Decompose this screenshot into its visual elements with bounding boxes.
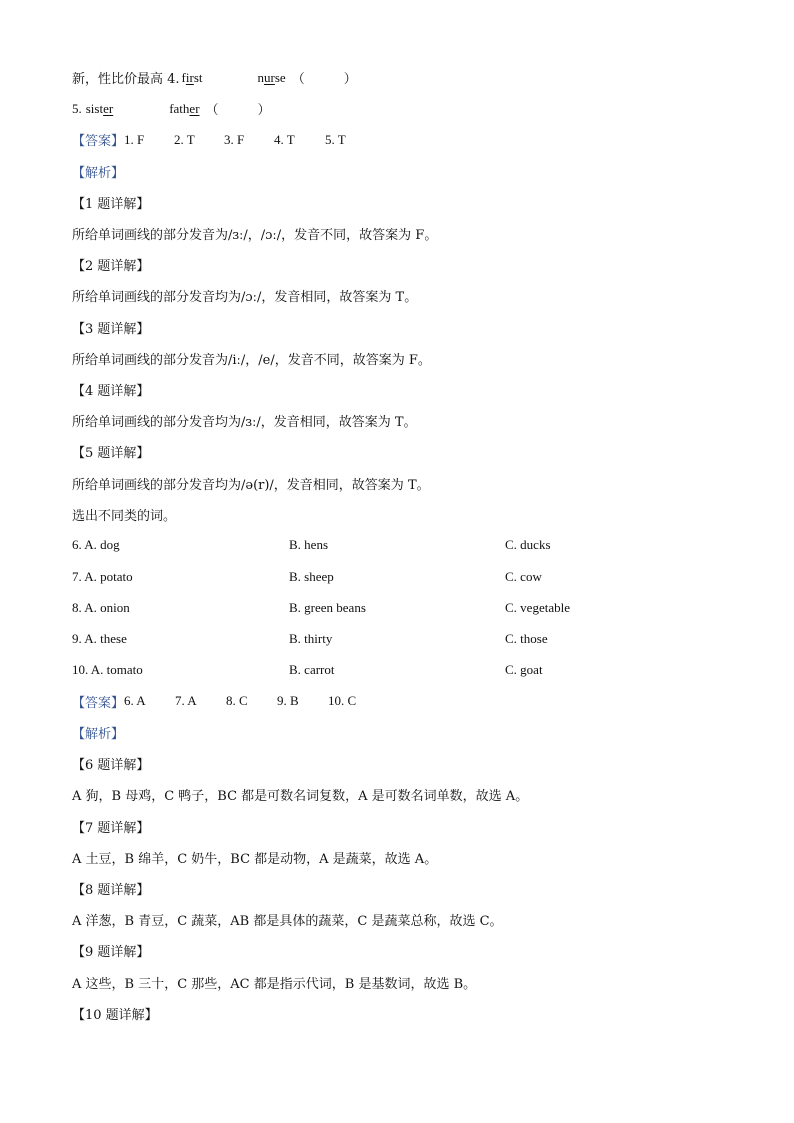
answer-item: 7. A xyxy=(175,693,197,709)
option-a: 8. A. onion xyxy=(72,599,130,615)
answer-label: 【答案】 xyxy=(72,695,125,711)
question-row-8 xyxy=(72,592,722,623)
detail-text: 所给单词画线的部分发音均为/ɜː/，发音相同，故答案为 T。 xyxy=(72,415,417,431)
answer-item: 9. B xyxy=(277,693,299,709)
detail-text: 所给单词画线的部分发音均为/ɔː/，发音相同，故答案为 T。 xyxy=(72,290,418,306)
question-row-6 xyxy=(72,530,722,561)
detail-text: A 狗，B 母鸡，C 鸭子，BC 都是可数名词复数，A 是可数名词单数，故选 A。 xyxy=(72,789,529,805)
document-page xyxy=(72,62,722,1029)
word-sister: sister xyxy=(85,100,114,116)
answer-item: 6. A xyxy=(124,693,146,709)
option-b: B. hens xyxy=(289,537,328,553)
detail-text: A 洋葱，B 青豆，C 蔬菜，AB 都是具体的蔬菜，C 是蔬菜总称，故选 C。 xyxy=(72,914,503,930)
word-nurse: nurse xyxy=(257,69,286,85)
analysis-label: 【解析】 xyxy=(72,727,125,743)
word-father: father xyxy=(169,100,200,116)
question-number-5: 5. xyxy=(72,100,82,116)
answer-blank-5: （ ） xyxy=(205,103,271,119)
option-c: C. cow xyxy=(505,568,542,584)
detail-head: 【8 题详解】 xyxy=(72,882,150,898)
answer-item: 10. C xyxy=(328,693,357,709)
detail-text: A 土豆，B 绵羊，C 奶牛，BC 都是动物，A 是蔬菜，故选 A。 xyxy=(72,851,438,867)
line1-prefix: 新，性比价最高 4. xyxy=(72,72,180,88)
detail-text: A 这些，B 三十，C 那些，AC 都是指示代词，B 是基数词，故选 B。 xyxy=(72,976,477,992)
detail-text: 所给单词画线的部分发音均为/ə(r)/，发音相同，故答案为 T。 xyxy=(72,477,430,493)
question-row-10 xyxy=(72,655,722,686)
option-b: B. green beans xyxy=(289,599,366,615)
detail-text: 所给单词画线的部分发音为/iː/，/e/，发音不同，故答案为 F。 xyxy=(72,352,431,368)
detail-head: 【10 题详解】 xyxy=(72,1007,158,1023)
analysis-label: 【解析】 xyxy=(72,165,125,181)
answer-item: 2. T xyxy=(174,131,195,147)
option-a: 10. A. tomato xyxy=(72,662,143,678)
option-a: 7. A. potato xyxy=(72,568,133,584)
answer-line-6-10 xyxy=(72,686,722,717)
answer-label: 【答案】 xyxy=(72,134,125,150)
answer-item: 1. F xyxy=(124,131,145,147)
answer-item: 8. C xyxy=(226,693,248,709)
detail-head: 【2 题详解】 xyxy=(72,259,150,275)
detail-head: 【6 题详解】 xyxy=(72,758,150,774)
detail-head: 【7 题详解】 xyxy=(72,820,150,836)
option-a: 9. A. these xyxy=(72,630,127,646)
section-instruction: 选出不同类的词。 xyxy=(72,508,177,524)
option-c: C. those xyxy=(505,630,548,646)
option-a: 6. A. dog xyxy=(72,537,120,553)
question-line-5 xyxy=(72,93,722,124)
answer-line-1-5 xyxy=(72,124,722,155)
detail-head: 【3 题详解】 xyxy=(72,321,150,337)
answer-item: 5. T xyxy=(325,131,346,147)
question-row-7 xyxy=(72,561,722,592)
detail-head: 【9 题详解】 xyxy=(72,945,150,961)
option-c: C. ducks xyxy=(505,537,551,553)
word-first: first xyxy=(181,69,203,85)
option-b: B. thirty xyxy=(289,630,333,646)
detail-head: 【5 题详解】 xyxy=(72,446,150,462)
option-b: B. sheep xyxy=(289,568,334,584)
question-line-4 xyxy=(72,62,722,93)
detail-text: 所给单词画线的部分发音为/ɜː/，/ɔː/，发音不同，故答案为 F。 xyxy=(72,228,438,244)
option-b: B. carrot xyxy=(289,662,335,678)
answer-item: 3. F xyxy=(224,131,245,147)
answer-item: 4. T xyxy=(274,131,295,147)
answer-blank-4: （ ） xyxy=(291,72,357,88)
question-row-9 xyxy=(72,623,722,654)
detail-head: 【4 题详解】 xyxy=(72,383,150,399)
detail-head: 【1 题详解】 xyxy=(72,196,150,212)
option-c: C. vegetable xyxy=(505,599,570,615)
option-c: C. goat xyxy=(505,662,543,678)
